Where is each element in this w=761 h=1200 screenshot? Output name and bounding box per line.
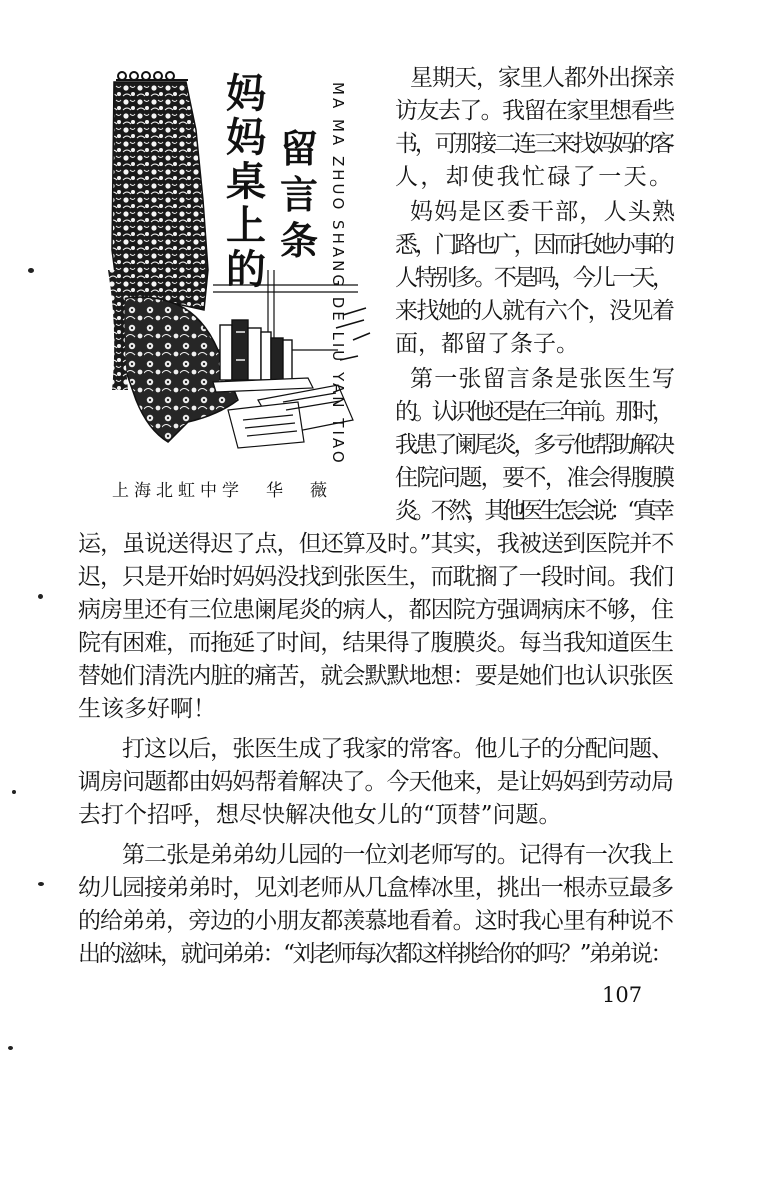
scan-speck [8,1046,13,1050]
title-char: 妈 [226,115,266,161]
books [220,320,292,380]
scan-speck [38,594,43,599]
text-line: 来找她的人就有六个，没见着 [395,298,674,324]
text-line: 的。认识他还是在三年前。那时， [395,399,671,425]
text-line: 去打个招呼，想尽快解决他女儿的“顶替”问题。 [78,802,562,828]
scan-speck [12,790,16,794]
text-line: 第二张是弟弟幼儿园的一位刘老师写的。记得有一次我上 [122,842,674,868]
page-number: 107 [602,983,643,1007]
text-line: 生该多好啊！ [78,696,216,722]
text-line: 人，却使我忙碌了一天。 [395,164,675,190]
author-byline: 上海北虹中学 华 薇 [112,481,332,501]
title-char: 留 [280,127,319,171]
title-char: 条 [280,219,319,263]
text-line: 访友去了。我留在家里想看些 [395,98,674,124]
text-line: 院有困难，而拖延了时间，结果得了腹膜炎。每当我知道医生 [78,630,674,656]
text-line: 运，虽说送得迟了点，但还算及时。”其实，我被送到医院并不 [78,531,674,557]
text-line: 面，都留了条子。 [395,331,579,357]
text-line: 人特别多。不是吗，今儿一天， [395,265,672,291]
text-line: 病房里还有三位患阑尾炎的病人，都因院方强调病床不够，住 [78,597,674,623]
title-char: 的 [226,247,266,293]
text-line: 星期天，家里人都外出探亲 [410,65,674,91]
scan-speck [38,882,44,886]
text-line: 炎。不然，其他医生怎会说：“真幸 [395,498,670,524]
scan-speck [28,268,34,273]
pinyin-title: MA MA ZHUO SHANG DE LIU YAN TIAO [329,82,347,466]
text-line: 调房问题都由妈妈帮着解决了。今天他来，是让妈妈到劳动局 [78,769,674,795]
text-line: 打这以后，张医生成了我家的常客。他儿子的分配问题、 [122,736,674,762]
text-line: 我患了阑尾炎，多亏他帮助解决 [395,432,672,458]
text-line: 出的滋味，就问弟弟：“刘老师每次都这样挑给你的吗？”弟弟说： [78,941,672,967]
curtain-rings [118,72,174,80]
title-char: 言 [280,173,319,217]
text-line: 迟，只是开始时妈妈没找到张医生，而耽搁了一段时间。我们 [78,564,674,590]
title-char: 桌 [226,159,266,205]
text-line: 幼儿园接弟弟时，见刘老师从几盒棒冰里，挑出一根赤豆最多 [78,875,674,901]
text-line: 的给弟弟，旁边的小朋友都羡慕地看着。这时我心里有种说不 [78,908,674,934]
title-char: 妈 [226,71,266,117]
text-line: 第一张留言条是张医生写 [410,366,677,392]
title-char: 上 [226,203,266,249]
text-line: 悉，门路也广，因而托她办事的 [395,232,672,258]
text-line: 住院问题，要不，准会得腹膜 [395,465,674,491]
text-line: 替她们清洗内脏的痛苦，就会默默地想：要是她们也认识张医 [78,663,674,689]
text-line: 书，可那接二连三来找妈妈的客 [395,131,672,157]
text-line: 妈妈是区委干部，人头熟 [410,199,677,225]
